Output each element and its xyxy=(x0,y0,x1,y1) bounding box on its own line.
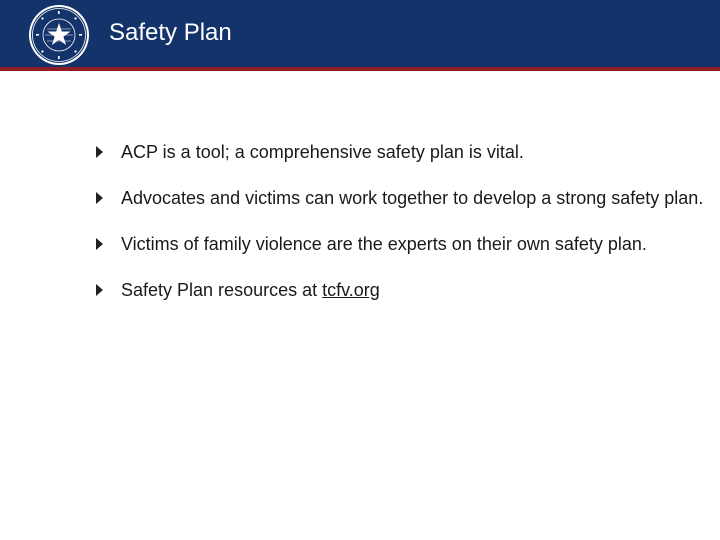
bullet-text: Safety Plan resources at xyxy=(121,280,323,300)
bullet-text: ACP is a tool; a comprehensive safety plan is vital. xyxy=(121,142,524,162)
bullet-list xyxy=(95,141,705,325)
bullet-item xyxy=(95,141,705,163)
bullet-item xyxy=(95,279,705,301)
bullet-item xyxy=(95,233,705,255)
bullet-text: Advocates and victims can work together to develop a strong safety plan. xyxy=(121,188,704,208)
header-bar xyxy=(0,0,720,67)
attorney-general-seal-icon xyxy=(27,3,91,67)
triangle-bullet-icon xyxy=(95,238,105,250)
slide-title: Safety Plan xyxy=(109,19,232,46)
triangle-bullet-icon xyxy=(95,146,105,158)
triangle-bullet-icon xyxy=(95,192,105,204)
bullet-item xyxy=(95,187,705,209)
tcfv-link[interactable]: tcfv.org xyxy=(322,280,380,300)
header-divider xyxy=(0,67,720,71)
triangle-bullet-icon xyxy=(95,284,105,296)
bullet-text: Victims of family violence are the experts on their own safety plan. xyxy=(121,234,647,254)
